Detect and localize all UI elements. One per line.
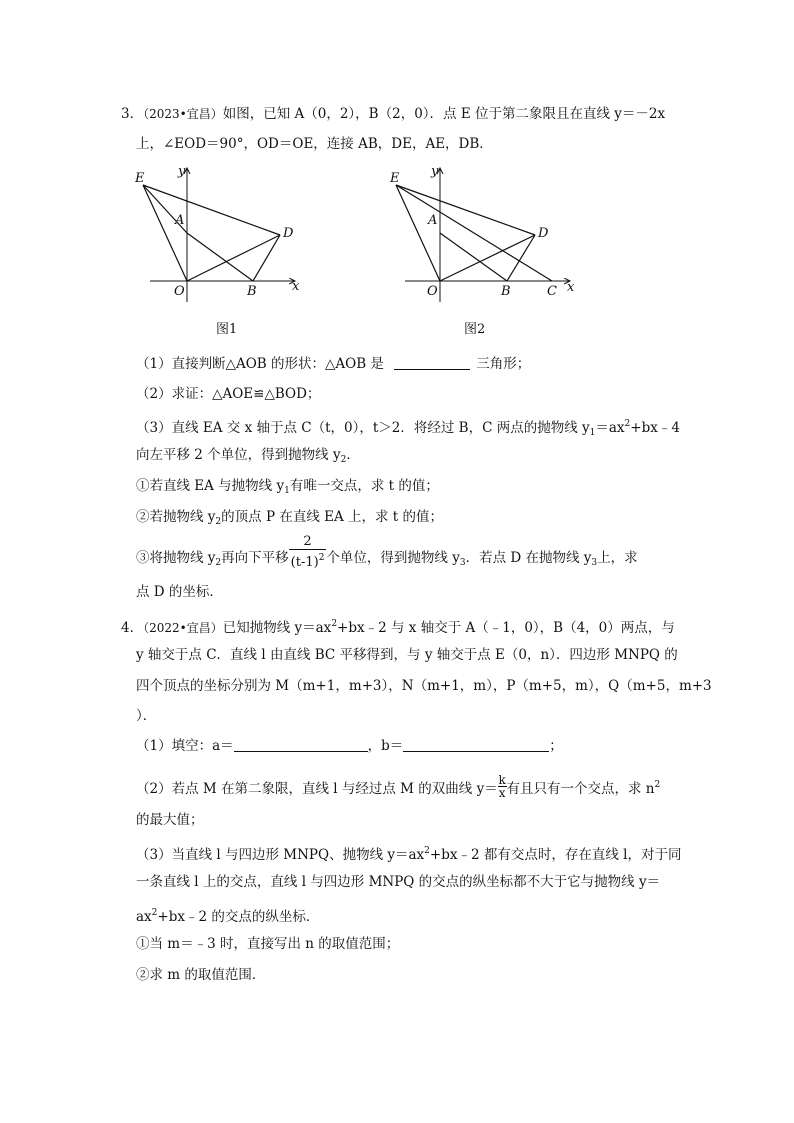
q4-blank-a[interactable]: [234, 737, 368, 752]
q3-case3-c: 个单位，得到抛物线 y: [326, 550, 460, 566]
q4-line4: [136, 706, 156, 726]
q3-case3: [136, 534, 638, 581]
q3-part2: [136, 384, 320, 404]
q4-case2: [136, 965, 265, 985]
segment-AB: [187, 233, 253, 281]
q3-case2-sub: 2: [215, 517, 222, 527]
q4-part3-a: （3）当直线 l 与四边形 MNPQ、抛物线 y＝ax: [136, 847, 425, 863]
q3-source: （2023•宜昌）: [143, 107, 223, 121]
q4-stem-a: 已知抛物线 y＝ax: [222, 620, 332, 636]
q3-line2: [136, 134, 493, 154]
q4-case2-text: ②求 m 的取值范围．: [136, 967, 266, 983]
q3-line1: [121, 104, 665, 124]
label-A: A: [428, 213, 438, 228]
q3-case3-fraction: [289, 534, 327, 571]
fraction-denominator: x: [498, 785, 506, 800]
label-A: A: [175, 213, 185, 228]
figure-2: [385, 160, 585, 350]
segment-ED: [143, 185, 280, 235]
label-E: E: [135, 171, 145, 186]
q4-part2-sup: 2: [654, 780, 661, 790]
label-y: y: [431, 164, 439, 179]
q3-case3-sub3: 3: [591, 558, 598, 568]
q3-part3-line2: [136, 445, 360, 470]
q3-case1-b: 有唯一交点，求 t 的值；: [289, 478, 439, 494]
label-O: O: [427, 284, 438, 299]
figure-1-caption: 图1: [216, 322, 238, 337]
label-D: D: [283, 226, 294, 241]
fraction-denominator-exp: 2: [318, 553, 325, 563]
q4-part3-sup: 2: [424, 846, 430, 856]
q4-stem-line4: ）．: [136, 708, 157, 724]
q3-number: 3．: [121, 106, 144, 122]
q3-case3-line2: [136, 582, 223, 602]
fraction-numerator: k: [498, 772, 506, 787]
q3-part1-suffix: 三角形；: [476, 356, 531, 372]
q4-part3-line2-text: 一条直线 l 上的交点，直线 l 与四边形 MNPQ 的交点的纵坐标都不大于它与抛物线 y＝: [136, 874, 661, 890]
q4-part2-line2-text: 的最大值；: [136, 812, 204, 828]
q3-case3-line2-text: 点 D 的坐标．: [136, 584, 223, 600]
q4-part2-b: 有且只有一个交点，求 n: [506, 781, 655, 797]
label-x: x: [292, 279, 300, 294]
label-B: B: [247, 284, 257, 299]
q4-source: （2022•宜昌）: [143, 621, 223, 635]
q3-case2-b: 的顶点 P 在直线 EA 上，求 t 的值；: [221, 509, 444, 525]
q3-case3-b: 再向下平移: [221, 550, 289, 566]
q3-stem-line1: 如图，已知 A（0，2），B（2，0）．点 E 位于第二象限且在直线 y＝－2x: [222, 106, 666, 122]
label-B: B: [501, 284, 511, 299]
q3-case3-d: ．若点 D 在抛物线 y: [465, 550, 592, 566]
q4-blank-b[interactable]: [403, 737, 549, 752]
q3-part1-text: （1）直接判断△AOB 的形状：△AOB 是: [136, 356, 384, 372]
q4-part3-line2: [136, 872, 660, 892]
q4-part2-line2: [136, 810, 204, 830]
fraction-denominator: [289, 549, 327, 571]
q3-part2-text: （2）求证：△AOE≌△BOD；: [136, 386, 321, 402]
q4-line1: [121, 614, 675, 638]
q3-case1-a: ①若直线 EA 与抛物线 y: [136, 478, 285, 494]
q3-part3-text-a: （3）直线 EA 交 x 轴于点 C（t，0），t＞2．将经过 B，C 两点的抛物线 y: [136, 420, 590, 436]
q3-part3-line2-sub: 2: [340, 455, 347, 465]
q4-stem-sup: 2: [331, 619, 338, 629]
q3-part3-text-b: ＝ax: [595, 420, 625, 436]
q3-part3-sub: 1: [589, 428, 596, 438]
q3-case3-e: 上，求: [597, 550, 638, 566]
segment-AB: [440, 233, 507, 281]
q4-stem-line2: y 轴交于点 C．直线 l 由直线 BC 平移得到，与 y 轴交于点 E（0，n）．四边形 MNPQ 的: [136, 647, 678, 663]
label-E: E: [390, 171, 400, 186]
label-C: C: [547, 284, 557, 299]
q3-case1: [136, 476, 439, 501]
q4-case1: [136, 934, 399, 954]
q4-stem-line3: 四个顶点的坐标分别为 M（m+1，m+3），N（m+1，m），P（m+5，m），Q（m+5，m+3: [136, 678, 712, 694]
q4-part1-b: ，b＝: [367, 738, 404, 754]
q3-case3-sub2: 3: [459, 558, 466, 568]
q3-stem-line2: 上，∠EOD＝90°，OD＝OE，连接 AB，DE，AE，DB．: [136, 136, 493, 152]
fraction-denominator-base: (t-1): [290, 555, 319, 570]
q3-case3-sub: 2: [215, 558, 222, 568]
q4-part1: [136, 736, 563, 756]
q4-stem-b: +bx﹣2 与 x 轴交于 A（﹣1，0），B（4，0）两点，与: [337, 620, 675, 636]
label-D: D: [538, 226, 549, 241]
q3-part3-line2-a: 向左平移 2 个单位，得到抛物线 y: [136, 447, 341, 463]
q4-part2: [136, 770, 660, 804]
q3-part3-line2-b: ．: [346, 447, 360, 463]
q3-case1-sub: 1: [284, 486, 290, 496]
q3-part1-blank[interactable]: [394, 355, 470, 370]
figure-1: [130, 160, 320, 350]
segment-EO: [143, 185, 187, 281]
q3-case3-a: ③将抛物线 y: [136, 550, 216, 566]
q3-case2-a: ②若抛物线 y: [136, 509, 216, 525]
q4-part3-b: +bx﹣2 都有交点时，存在直线 l，对于同: [429, 847, 682, 863]
q3-part3-line1: [136, 414, 680, 443]
q3-part3-text-c: +bx﹣4: [630, 420, 680, 436]
q4-line2: [136, 645, 678, 665]
q4-part3-line3-sup: 2: [151, 908, 158, 918]
figure-2-caption: 图2: [464, 322, 486, 337]
q4-part1-c: ；: [549, 738, 563, 754]
q4-case1-text: ①当 m＝﹣3 时，直接写出 n 的取值范围；: [136, 936, 400, 952]
q4-part2-fraction: [498, 774, 507, 800]
q4-part3: [136, 841, 681, 865]
q4-part3-line3-b: +bx﹣2 的交点的纵坐标．: [157, 909, 320, 925]
q4-part3-line3: [136, 903, 319, 927]
segment-EO: [396, 185, 440, 281]
q4-number: 4．: [121, 620, 144, 636]
q3-part3-sup: 2: [624, 419, 631, 429]
figure-2-diagram: [385, 160, 585, 310]
fraction-numerator: 2: [303, 534, 312, 549]
q3-part1: [136, 354, 530, 374]
label-x: x: [567, 280, 575, 295]
q4-part1-a: （1）填空：a＝: [136, 738, 234, 754]
label-O: O: [174, 284, 185, 299]
q4-part2-a: （2）若点 M 在第二象限，直线 l 与经过点 M 的双曲线 y＝: [136, 781, 498, 797]
figure-1-diagram: [130, 160, 320, 310]
q3-case2: [136, 507, 443, 532]
label-y: y: [178, 164, 186, 179]
q4-part3-line3-a: ax: [136, 909, 152, 925]
q4-line3: [136, 676, 712, 696]
